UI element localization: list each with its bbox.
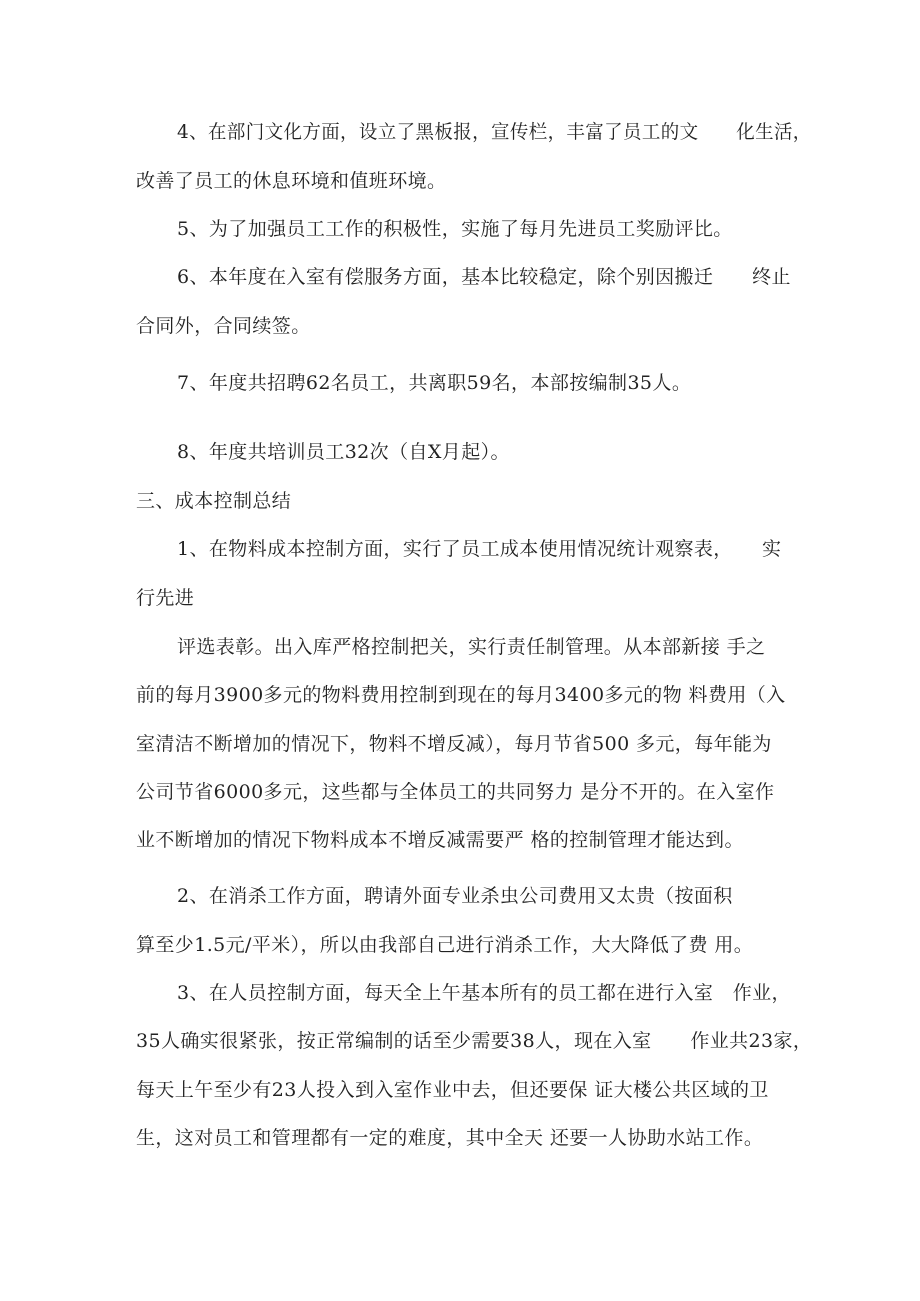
paragraph-line: 业不断增加的情况下物料成本不增反减需要严 格的控制管理才能达到。 [136,829,744,851]
paragraph-line: 评选表彰。出入库严格控制把关，实行责任制管理。从本部新接 手之 [177,636,766,658]
paragraph-line: 行先进 [136,587,195,609]
paragraph-line: 算至少1.5元/平米），所以由我部自己进行消杀工作，大大降低了费 用。 [136,934,754,956]
paragraph-line: 35人确实很紧张，按正常编制的话至少需要38人，现在入室 作业共23家， [136,1030,813,1052]
paragraph-line: 每天上午至少有23人投入到入室作业中去，但还要保 证大楼公共区域的卫 [136,1079,769,1101]
paragraph-line: 合同外，合同续签。 [136,315,311,337]
paragraph-line: 6、本年度在入室有偿服务方面，基本比较稳定，除个别因搬迁 终止 [177,266,791,288]
paragraph-line: 5、为了加强员工工作的积极性，实施了每月先进员工奖励评比。 [177,218,733,240]
section-heading: 三、成本控制总结 [136,490,292,512]
paragraph-line: 改善了员工的休息环境和值班环境。 [136,170,447,192]
paragraph-line: 4、在部门文化方面，设立了黑板报，宣传栏，丰富了员工的文 化生活， [177,121,812,143]
paragraph-line: 1、在物料成本控制方面，实行了员工成本使用情况统计观察表， 实 [177,538,782,560]
paragraph-line: 7、年度共招聘62名员工，共离职59名，本部按编制35人。 [177,372,692,394]
paragraph-line: 前的每月3900多元的物料费用控制到现在的每月3400多元的物 料费用（入 [136,684,786,706]
paragraph-line: 2、在消杀工作方面，聘请外面专业杀虫公司费用又太贵（按面积 [177,885,733,907]
paragraph-line: 生，这对员工和管理都有一定的难度，其中全天 还要一人协助水站工作。 [136,1127,764,1149]
paragraph-line: 3、在人员控制方面，每天全上午基本所有的员工都在进行入室 作业， [177,982,791,1004]
paragraph-line: 公司节省6000多元，这些都与全体员工的共同努力 是分不开的。在入室作 [136,781,775,803]
paragraph-line: 8、年度共培训员工32次（自X月起）。 [177,441,510,463]
paragraph-line: 室清洁不断增加的情况下，物料不增反减），每月节省500 多元，每年能为 [136,733,772,755]
